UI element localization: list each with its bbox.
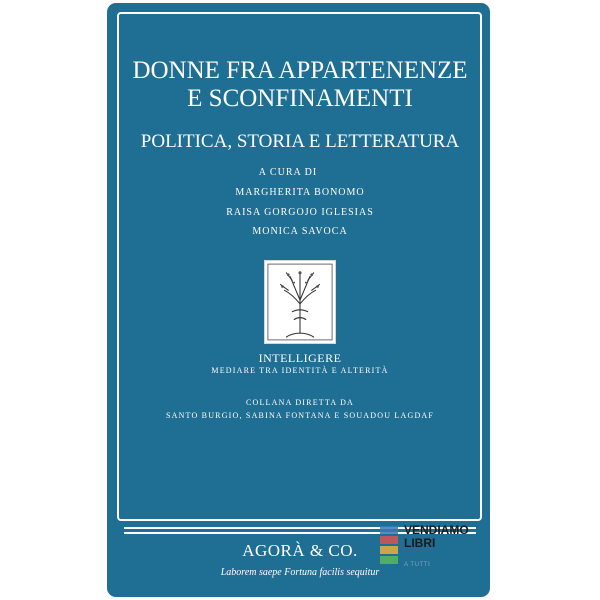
editor-1: MARGHERITA BONOMO: [235, 187, 365, 198]
title-line-2: E SCONFINAMENTI: [187, 85, 413, 112]
watermark-line-2: LIBRI: [404, 536, 436, 550]
watermark-text: [404, 524, 469, 550]
series-name: INTELLIGERE: [258, 351, 342, 365]
subtitle: POLITICA, STORIA E LETTERATURA: [140, 131, 460, 152]
series-directors: SANTO BURGIO, SABINA FONTANA E SOUADOU LAGDAF: [165, 411, 435, 420]
watermark-stripe-1: [380, 526, 398, 534]
tree-icon: [265, 261, 335, 343]
curated-by-label: A CURA DI: [258, 167, 318, 178]
watermark-stripe-2: [380, 536, 398, 544]
publisher-name: AGORÀ & CO.: [242, 541, 358, 560]
title-line-1: DONNE FRA APPARTENENZE: [132, 57, 468, 84]
watermark-line-1: VENDIAMO: [404, 523, 469, 537]
watermark-stripe-4: [380, 556, 398, 564]
editor-3: MONICA SAVOCA: [252, 226, 348, 237]
publisher-motto: Laborem saepe Fortuna facilis sequitur: [220, 567, 380, 578]
watermark-line-3: A TUTTI: [404, 562, 431, 568]
watermark-stripe-3: [380, 546, 398, 554]
series-direction-label: COLLANA DIRETTA DA: [245, 398, 355, 407]
editor-2: RAISA GORGOJO IGLESIAS: [226, 207, 374, 218]
watermark-flag-icon: [380, 526, 398, 568]
series-subtitle: MEDIARE TRA IDENTITÀ E ALTERITÀ: [211, 366, 389, 375]
watermark-logo: [380, 523, 469, 586]
tree-engraving-illustration: [264, 260, 336, 344]
